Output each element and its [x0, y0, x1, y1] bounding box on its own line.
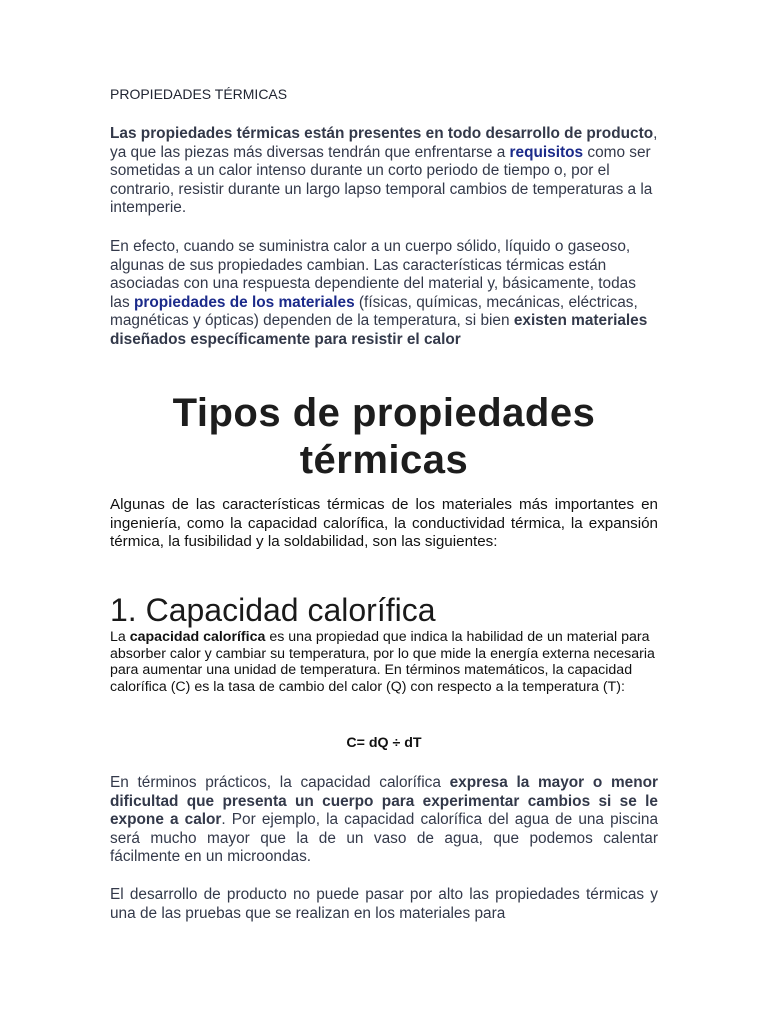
types-intro-paragraph: Algunas de las características térmicas de los materiales más importantes en ingeniería, como la capacidad calorífica, la conductividad térmica, la expansión térmica, la fusibilidad y la soldabilidad, son las siguientes: [110, 496, 658, 550]
formula: C= dQ ÷ dT [346, 735, 422, 751]
intro-bold-text: Las propiedades térmicas están presentes en todo desarrollo de producto [110, 125, 654, 142]
capacity-text-1: La [110, 629, 130, 645]
practical-bold-text: expresa la mayor o menor dificultad que presenta un cuerpo para experimentar cambios si se le expone a calor [110, 774, 658, 829]
main-heading: Tipos de propiedades térmicas [172, 391, 596, 482]
development-paragraph: El desarrollo de producto no puede pasar por alto las propiedades térmicas y una de las pruebas que se realizan en los materiales para [110, 886, 658, 922]
practical-text-2: . Por ejemplo, la capacidad calorífica del agua de una piscina será mucho mayor que la de un vaso de agua, que podemos calentar fácilmente en un microondas. [110, 811, 658, 866]
section-heading: 1. Capacidad calorífica [110, 592, 436, 628]
requisitos-link[interactable]: requisitos [509, 143, 584, 161]
propiedades-materiales-link[interactable]: propiedades de los materiales [133, 293, 355, 311]
document-title: PROPIEDADES TÉRMICAS [110, 86, 288, 102]
capacity-bold-term: capacidad calorífica [129, 629, 266, 645]
capacity-definition-paragraph [110, 629, 658, 696]
properties-text-2: (físicas, químicas, mecánicas, eléctricas, magnéticas y ópticas) dependen de la temperatura, si bien [110, 293, 638, 330]
intro-text-1: , ya que las piezas más diversas tendrán que enfrentarse a [110, 125, 658, 161]
intro-paragraph [110, 125, 658, 218]
properties-text-1: En efecto, cuando se suministra calor a un cuerpo sólido, líquido o gaseoso, algunas de sus propiedades cambian. Las características térmicas están asociadas con una respuesta dependiente del material y, básicamente, todas las [110, 238, 636, 311]
intro-text-2: como ser sometidas a un calor intenso durante un corto periodo de tiempo o, por el contrario, resistir durante un largo lapso temporal cambios de temperaturas a la intemperie. [110, 143, 653, 217]
practical-text-1: En términos prácticos, la capacidad calorífica [110, 774, 450, 791]
capacity-text-2: es una propiedad que indica la habilidad de un material para absorber calor y cambiar su temperatura, por lo que mide la energía externa necesaria para aumentar una unidad de temperatura. En términos matemáticos, la capacidad calorífica (C) es la tasa de cambio del calor (Q) con respecto a la temperatura (T): [110, 629, 655, 696]
properties-paragraph [110, 238, 658, 350]
practical-paragraph [110, 774, 658, 867]
properties-bold-text: existen materiales diseñados específicamente para resistir el calor [110, 312, 648, 348]
